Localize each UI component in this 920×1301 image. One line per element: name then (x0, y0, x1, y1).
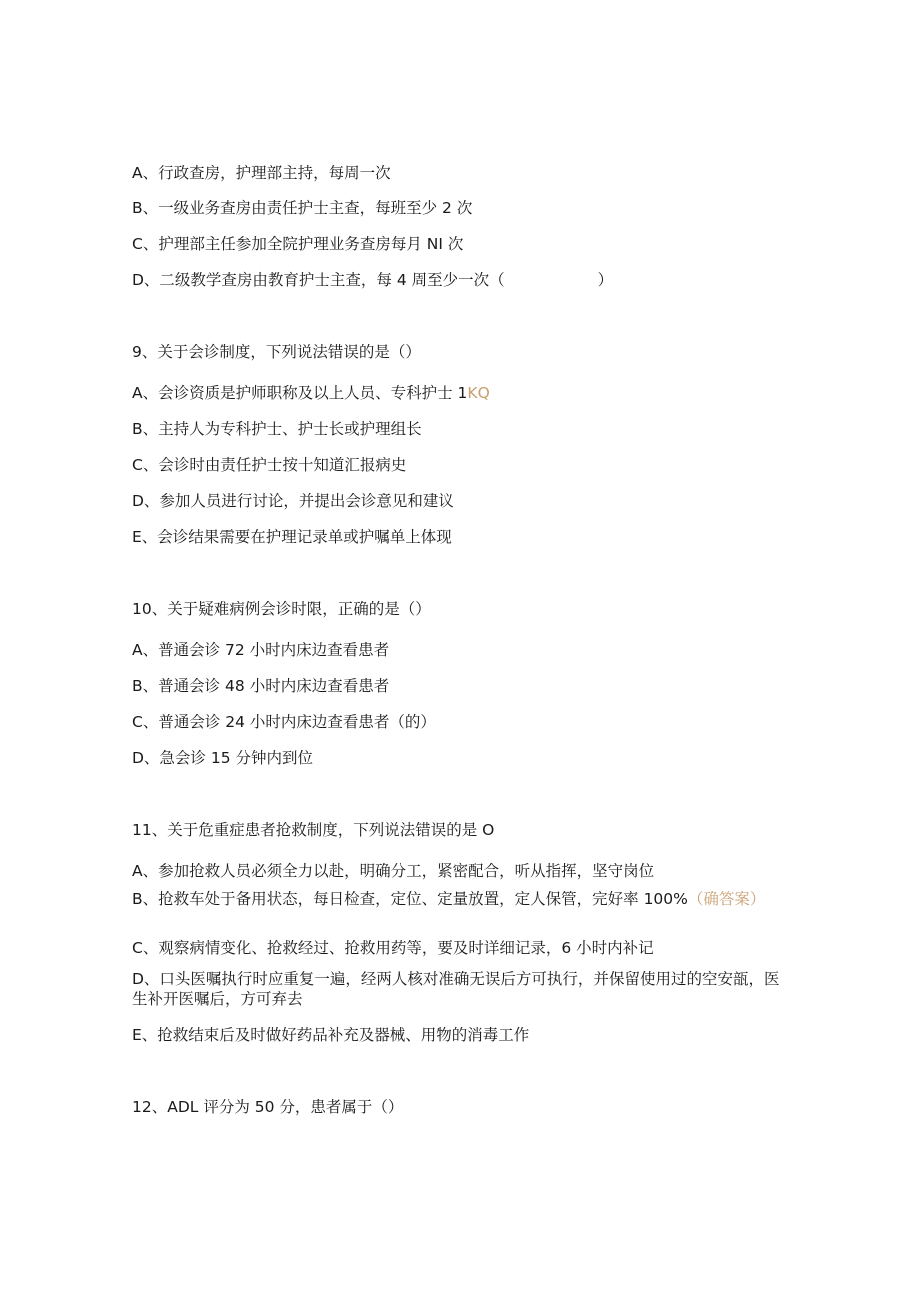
q11-option-c: C、观察病情变化、抢救经过、抢救用药等，要及时详细记录，6 小时内补记 (132, 939, 654, 957)
q10-option-a: A、普通会诊 72 小时内床边查看患者 (132, 641, 390, 659)
q9-option-a-mark: KQ (467, 384, 490, 402)
q9-option-c: C、会诊时由责任护士按十知道汇报病史 (132, 456, 407, 474)
q8-option-c: C、护理部主任参加全院护理业务查房每月 NI 次 (132, 235, 464, 253)
q10-title: 10、关于疑难病例会诊时限，正确的是（） (132, 600, 431, 618)
q9-option-b: B、主持人为专科护士、护士长或护理组长 (132, 420, 422, 438)
q9-option-e: E、会诊结果需要在护理记录单或护嘱单上体现 (132, 528, 452, 546)
q11-option-b-answer-mark: （确答案） (687, 890, 766, 908)
q8-option-b: B、一级业务查房由责任护士主查，每班至少 2 次 (132, 199, 473, 217)
q10-option-c: C、普通会诊 24 小时内床边查看患者（的） (132, 713, 436, 731)
q11-option-b (132, 889, 782, 909)
q10-option-d: D、急会诊 15 分钟内到位 (132, 749, 314, 767)
q8-option-a: A、行政查房，护理部主持，每周一次 (132, 164, 391, 182)
q11-option-b-text: B、抢救车处于备用状态，每日检查，定位、定量放置，定人保管，完好率 100% (132, 890, 688, 908)
q9-option-a-text: A、会诊资质是护师职称及以上人员、专科护士 1 (132, 384, 468, 402)
q9-option-d: D、参加人员进行讨论，并提出会诊意见和建议 (132, 492, 454, 510)
q10-option-b: B、普通会诊 48 小时内床边查看患者 (132, 677, 390, 695)
q11-option-e: E、抢救结束后及时做好药品补充及器械、用物的消毒工作 (132, 1026, 530, 1044)
q12-title: 12、ADL 评分为 50 分，患者属于（） (132, 1098, 404, 1116)
q11-option-a: A、参加抢救人员必须全力以赴，明确分工，紧密配合，听从指挥，坚守岗位 (132, 862, 655, 880)
q9-option-a (132, 383, 782, 403)
q11-option-d: D、口头医嘱执行时应重复一遍，经两人核对准确无误后方可执行，并保留使用过的空安瓿，医生补开医嘱后，方可弃去 (132, 970, 780, 1008)
q9-title: 9、关于会诊制度，下列说法错误的是（） (132, 343, 421, 361)
q11-title: 11、关于危重症患者抢救制度，下列说法错误的是 O (132, 821, 495, 839)
q8-option-d: D、二级教学查房由教育护士主查，每 4 周至少一次（ ） (132, 271, 614, 289)
